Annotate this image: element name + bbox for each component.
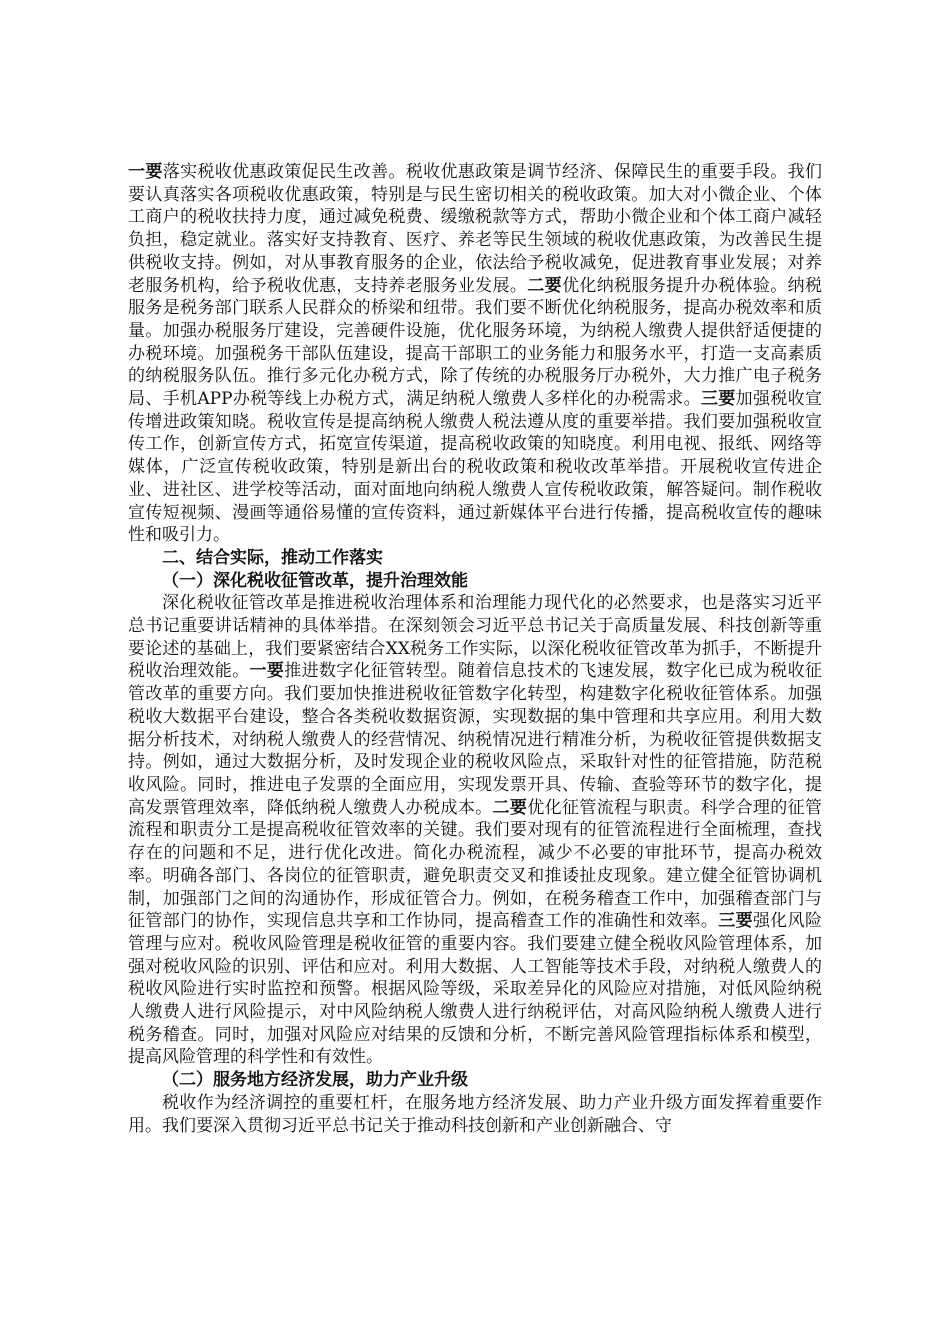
paragraph-tax-reform [128, 592, 822, 1069]
text-segment: 优化纳税服务提升办税体验。纳税服务是税务部门联系人民群众的桥梁和纽带。我们要不断优化纳税服务，提高办税效率和质量。加强办税服务厅建设，完善硬件设施，优化服务环境，为纳税人缴费人提供舒适便捷的办税环境。加强税务干部队伍建设，提高干部职工的业务能力和服务水平，打造一支高素质的纳税服务队伍。推行多元化办税方式，除了传统的办税服务厅办税外，大力推广电子税务局、手机APP办税等线上办税方式，满足纳税人缴费人多样化的办税需求。 [128, 275, 823, 410]
text-segment: 加强税收宣传增进政策知晓。税收宣传是提高纳税人缴费人税法遵从度的重要举措。我们要加强税收宣传工作，创新宣传方式，拓宽宣传渠道，提高税收政策的知晓度。利用电视、报纸、网络等媒体，广泛宣传税收政策，特别是新出台的税收政策和税收改革举措。开展税收宣传进企业、进社区、进学校等活动，面对面地向纳税人缴费人宣传税收政策，解答疑问。制作税收宣传短视频、漫画等通俗易懂的宣传资料，通过新媒体平台进行传播，提高税收宣传的趣味性和吸引力。 [128, 389, 823, 546]
bold-marker-1: 一要 [128, 162, 163, 182]
subsection-heading-2: （二）服务地方经济发展，助力产业升级 [162, 1070, 468, 1091]
text-segment: 落实税收优惠政策促民生改善。税收优惠政策是调节经济、保障民生的重要手段。我们要认真落实各项税收优惠政策，特别是与民生密切相关的税收政策。加大对小微企业、个体工商户的税收扶持力度，通过减免税费、缓缴税款等方式，帮助小微企业和个体工商户减轻负担，稳定就业。落实好支持教育、医疗、养老等民生领域的税收优惠政策，为改善民生提供税收支持。例如，对从事教育服务的企业，依法给予税收减免，促进教育事业发展；对养老服务机构，给予税收优惠，支持养老服务业发展。 [128, 162, 822, 296]
text-segment: 推进数字化征管转型。随着信息技术的飞速发展，数字化已成为税收征管改革的重要方向。我们要加快推进税收征管数字化转型，构建数字化税收征管体系。加强税收大数据平台建设，整合各类税收数据资源，实现数据的集中管理和共享应用。利用大数据分析技术，对纳税人缴费人的经营情况、纳税情况进行精准分析，为税收征管提供数据支持。例如，通过大数据分析，及时发现企业的税收风险点，采取针对性的征管措施，防范税收风险。同时，推进电子发票的全面应用，实现发票开具、传输、查验等环节的数字化，提高发票管理效率，降低纳税人缴费人办税成本。 [128, 661, 823, 818]
section-heading: 二、结合实际，推动工作落实 [162, 547, 383, 568]
text-segment: 深化税收征管改革是推进税收治理体系和治理能力现代化的必然要求，也是落实习近平总书记重要讲话精神的具体举措。在深刻领会习近平总书记关于高质量发展、科技创新等重要论述的基础上，我们要紧密结合XX税务工作实际，以深化税收征管改革为抓手，不断提升税收治理效能。 [128, 593, 822, 682]
text-segment: 强化风险管理与应对。税收风险管理是税收征管的重要内容。我们要建立健全税收风险管理体系，加强对税收风险的识别、评估和应对。利用大数据、人工智能等技术手段，对纳税人缴费人的税收风险进行实时监控和预警。根据风险等级，采取差异化的风险应对措施，对低风险纳税人缴费人进行风险提示，对中风险纳税人缴费人进行纳税评估，对高风险纳税人缴费人进行税务稽查。同时，加强对风险应对结果的反馈和分析，不断完善风险管理指标体系和模型，提高风险管理的科学性和有效性。 [128, 911, 823, 1068]
text-segment: 优化征管流程与职责。科学合理的征管流程和职责分工是提高税收征管效率的关键。我们要对现有的征管流程进行全面梳理，查找存在的问题和不足，进行优化改进。简化办税流程，减少不必要的审批环节，提高办税效率。明确各部门、各岗位的征管职责，避免职责交叉和推诿扯皮现象。建立健全征管协调机制，加强部门之间的沟通协作，形成征管合力。例如，在税务稽查工作中，加强稽查部门与征管部门的协作，实现信息共享和工作协同，提高稽查工作的准确性和效率。 [128, 797, 823, 932]
paragraph-policy-measures [128, 161, 822, 547]
bold-marker-2: 二要 [492, 797, 528, 818]
bold-marker-3: 三要 [718, 911, 753, 932]
bold-marker-3: 三要 [700, 389, 736, 410]
subsection-heading-1: （一）深化税收征管改革，提升治理效能 [162, 570, 468, 591]
document-body [128, 161, 822, 1137]
paragraph-local-economy: 税收作为经济调控的重要杠杆，在服务地方经济发展、助力产业升级方面发挥着重要作用。我们要深入贯彻习近平总书记关于推动科技创新和产业创新融合、守 [128, 1092, 822, 1136]
bold-marker-1: 一要 [249, 661, 285, 682]
bold-marker-2: 二要 [527, 275, 562, 296]
